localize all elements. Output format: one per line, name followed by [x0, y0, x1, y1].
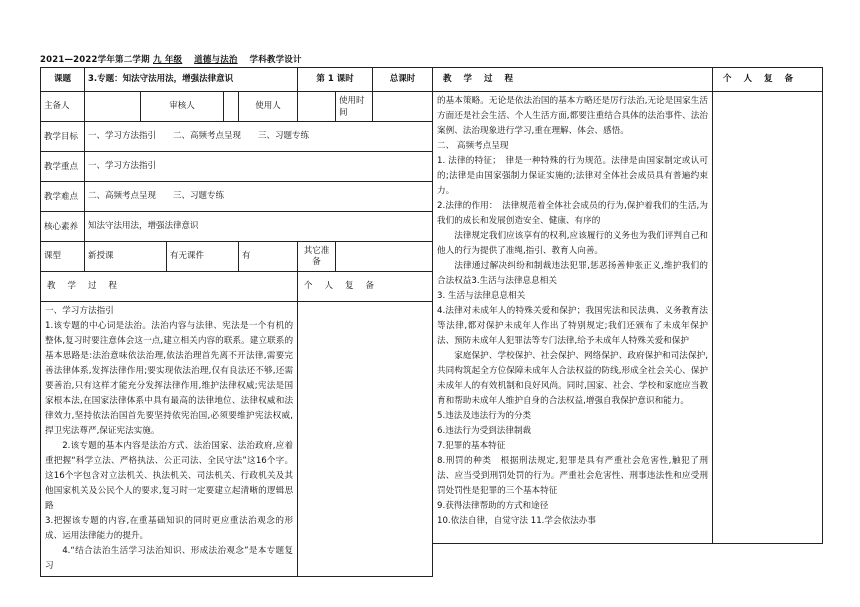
other-prep-label: 其它准备 — [298, 242, 336, 272]
process-paragraph: 二、 高频考点呈现 — [437, 141, 509, 151]
process-paragraph: 6.违法行为受到法律制裁 — [437, 426, 532, 436]
review-content-left — [298, 302, 433, 577]
process-paragraph: 5.违法及违法行为的分类 — [437, 411, 532, 421]
process-paragraph: 法律规定我们应该享有的权利,应该履行的义务也为我们评判自己和他人的行为提供了准绳,指引、教育人向善。 — [437, 231, 708, 256]
process-paragraph: 9.获得法律帮助的方式和途径 — [437, 501, 549, 511]
process-paragraph: 7.犯罪的基本特征 — [437, 441, 506, 451]
preparer-label: 主备人 — [41, 92, 85, 122]
review-heading-right: 个人复备 — [713, 68, 823, 92]
process-paragraph: 法律通过解决纠纷和制裁违法犯罪,惩恶扬善伸张正义,维护我们的合法权益3.生活与法律息息相关 — [437, 261, 708, 286]
process-paragraph: 4.“结合法治生活学习法治知识、形成法治观念”是本专题复习 — [45, 546, 294, 571]
key-points-value: 一、学习方法指引 — [85, 152, 433, 182]
total-periods-label: 总课时 — [373, 68, 433, 92]
process-content-right — [433, 92, 713, 544]
process-content-left — [41, 302, 298, 577]
other-prep-value — [336, 242, 433, 272]
review-heading: 个人复备 — [298, 272, 433, 302]
goals-value: 一、学习方法指引 二、高频考点呈现 三、习题专练 — [85, 122, 433, 152]
reviewer-label: 审核人 — [141, 92, 224, 122]
process-paragraph: 2.法律的作用： 法律规范着全体社会成员的行为,保护着我们的生活,为我们的成长和发展创造安全、健康、有序的 — [437, 201, 708, 226]
key-points-label: 教学重点 — [41, 152, 85, 182]
process-paragraph: 一、学习方法指引 — [45, 306, 114, 316]
process-paragraph: 10.依法自律，自觉守法 11.学会依法办事 — [437, 516, 596, 526]
review-content-right — [713, 92, 823, 544]
use-time-value — [373, 92, 433, 122]
process-paragraph: 3.把握该专题的内容,在重基础知识的同时更应重法治观念的形成、运用法律能力的提升。 — [45, 516, 294, 541]
lesson-plan-right-table — [432, 67, 823, 544]
use-time-label: 使用时间 — [336, 92, 373, 122]
process-paragraph: 8.刑罚的种类 根据刑法规定,犯罪是具有严重社会危害性,触犯了刑法、应当受到刑罚处罚的行为。严重社会危害性、刑事违法性和应受刑罚处罚性是犯罪的三个基本特征 — [437, 456, 708, 496]
document-header — [40, 53, 302, 65]
process-paragraph: 4.法律对未成年人的特殊关爱和保护；我国宪法和民法典、义务教育法等法律,都对保护未成年人作出了特别规定;我们还颁布了未成年保护法、预防未成年人犯罪法等专门法律,给予未成年人特殊关爱和保护 — [437, 306, 708, 346]
process-heading-right: 教学过程 — [433, 68, 713, 92]
lesson-type-label: 课型 — [41, 242, 85, 272]
lesson-plan-left-table — [40, 67, 433, 577]
core-literacy-label: 核心素养 — [41, 212, 85, 242]
process-paragraph: 的基本策略。无论是依法治国的基本方略还是厉行法治,无论是国家生活方面还是社会生活、个人生活方面,都要注重结合具体的法治事件、法治案例、法治现象进行学习,重在理解、体会、感悟。 — [437, 96, 708, 136]
process-heading: 教学过程 — [41, 272, 298, 302]
process-paragraph: 家庭保护、学校保护、社会保护、网络保护、政府保护和司法保护,共同构筑起全方位保障未成年人合法权益的防线,形成全社会关心、保护未成年人的有效机制和良好风尚。同时,国家、社会、学校和家庭应当教育和帮助未成年人维护自身的合法权益,增强自我保护意识和能力。 — [437, 351, 708, 406]
lesson-type-value: 新授课 — [85, 242, 167, 272]
term-label: 2021—2022学年第二学期 — [40, 55, 150, 65]
grade-label: 九 年级 — [153, 55, 183, 65]
process-paragraph: 2.该专题的基本内容是法治方式、法治国家、法治政府,应着重把握“科学立法、严格执法、公正司法、全民守法”这16个字。这16个字包含对立法机关、执法机关、司法机关、行政机关及其他国家机关及公民个人的要求,复习时一定要建立起清晰的逻辑思路 — [45, 441, 294, 511]
user-label: 使用人 — [239, 92, 298, 122]
topic-label: 课题 — [41, 68, 85, 92]
reviewer-value — [224, 92, 239, 122]
process-paragraph: 1. 法律的特征； 律是一种特殊的行为规范。法律是由国家制定或认可的;法律是由国家强制力保证实施的;法律对全体社会成员具有普遍约束力。 — [437, 156, 708, 196]
difficulty-value: 二、高频考点呈现 三、习题专练 — [85, 182, 433, 212]
process-paragraph: 1.该专题的中心词是法治。法治内容与法律、宪法是一个有机的整体,复习时要注意体会这一点,建立相关内容的联系。建立联系的基本思路是:法治意味依法治理,依法治理首先离不开法律,需要完善法律体系,发挥法律作用;要实现依法治理,仅有良法还不够,还需要善治,只有这样才能充分发挥法律作用,维护法律权威;宪法是国家根本法,在国家法律体系中具有最高的法律地位、法律权威和法律效力,坚持依法治国首先要坚持依宪治国,必须要维护宪法权威,捍卫宪法尊严,保证宪法实施。 — [45, 321, 294, 436]
core-literacy-value: 知法守法用法，增强法律意识 — [85, 212, 433, 242]
process-paragraph: 3. 生活与法律息息相关 — [437, 291, 526, 301]
design-label: 学科教学设计 — [249, 55, 302, 65]
courseware-value: 有 — [239, 242, 298, 272]
subject-label: 道德与法治 — [194, 55, 238, 65]
user-value — [298, 92, 336, 122]
courseware-label: 有无课件 — [167, 242, 239, 272]
period-label: 第 1 课时 — [298, 68, 373, 92]
preparer-value — [85, 92, 141, 122]
goals-label: 教学目标 — [41, 122, 85, 152]
topic-value: 3.专题：知法守法用法，增强法律意识 — [85, 68, 298, 92]
difficulty-label: 教学难点 — [41, 182, 85, 212]
